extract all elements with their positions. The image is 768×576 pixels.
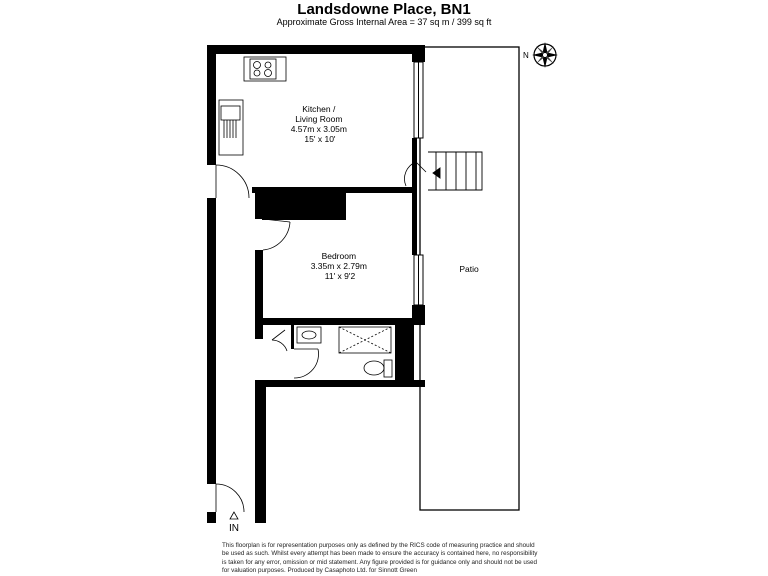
hob-icon	[250, 59, 276, 79]
kitchen-label: Kitchen / Living Room 4.57m x 3.05m 15' x 10'	[290, 104, 347, 144]
patio-area	[420, 47, 519, 510]
bathroom-fittings	[297, 327, 392, 377]
compass-icon	[532, 42, 558, 68]
entrance-arrow-icon	[230, 512, 238, 519]
toilet-icon	[364, 361, 384, 375]
compass-north-label: N	[523, 51, 529, 60]
disclaimer-text: This floorplan is for representation purposes only as defined by the RICS code of measuring practice and should be used as such. Whilst every attempt has been made to ensure the accuracy is contained here, no responsibility is taken for any error, omission or mid statement. Any figure provided is for guidance only and should not be used for valuation purposes. Produced by Casaphoto Ltd. for Sinnott Green	[222, 542, 538, 575]
basin-icon	[297, 327, 321, 343]
floorplan-subtitle: Approximate Gross Internal Area = 37 sq m / 399 sq ft	[276, 17, 492, 27]
toilet-cistern-icon	[384, 360, 392, 377]
floorplan-title: Landsdowne Place, BN1	[297, 1, 471, 18]
sink-icon	[221, 106, 240, 138]
entrance-label: IN	[229, 523, 239, 534]
patio-label: Patio	[459, 264, 479, 274]
bedroom-label: Bedroom 3.35m x 2.79m 11' x 9'2	[310, 251, 367, 281]
